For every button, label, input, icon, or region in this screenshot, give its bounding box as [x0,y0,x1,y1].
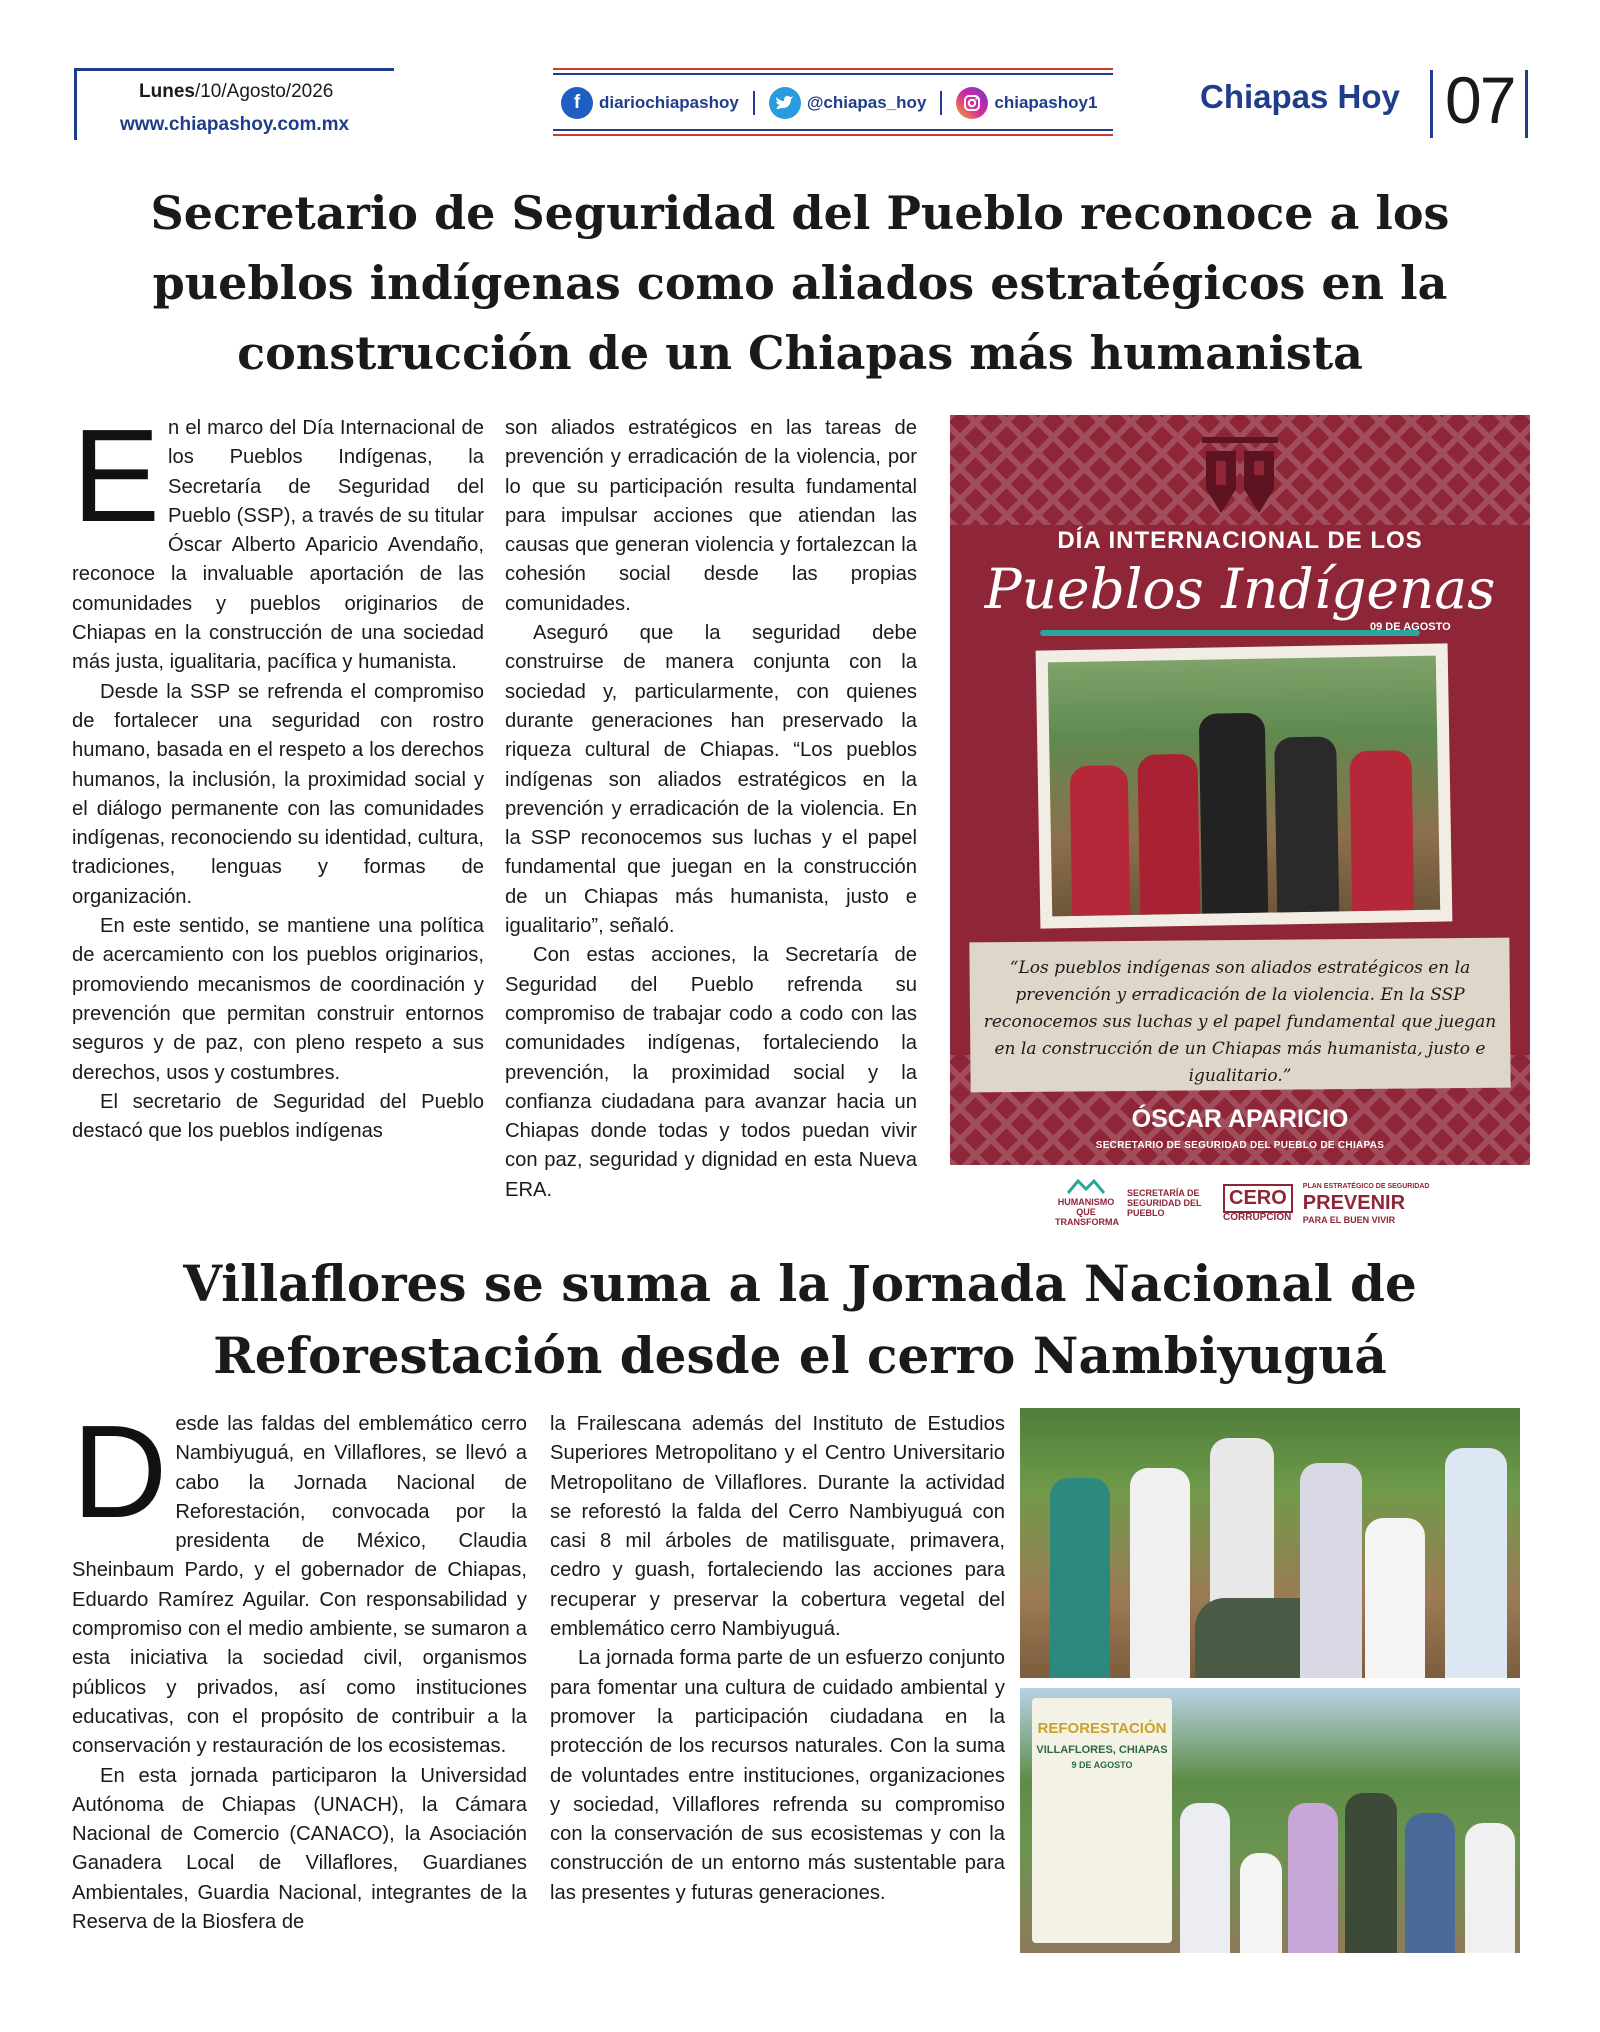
humanismo-logo: HUMANISMO QUE TRANSFORMA [1055,1179,1117,1227]
reforestation-photo-1 [1020,1408,1520,1678]
poster-underline [1040,630,1420,636]
article2-paragraph: En esta jornada participaron la Universidad Autónoma de Chiapas (UNACH), la Cámara Nacional de Comercio (CANACO), la Asociación Ganadera Local de Villaflores, Guardianes Ambientales, Guardia Nacional, integrantes de la Reserva de la Biosfera de [72,1764,527,1934]
article2-paragraph: Desde las faldas del emblemático cerro Nambiyuguá, en Villaflores, se llevó a cabo la Jornada Nacional de Reforestación, convocada por la presidenta de México, Claudia Sheinbaum Pardo, y el gobernador de Chiapas, Eduardo Ramírez Aguilar. Con responsabilidad y compromiso con el medio ambiente, se sumaron a esta iniciativa la sociedad civil, organismos públicos y privados, así como instituciones educativas, con el propósito de contribuir a la conservación y restauración de los ecosistemas. [72,1398,527,1758]
article1-column-2 [505,414,917,1234]
social-bar [553,68,1113,136]
twitter-icon [769,87,801,119]
article1-column-1 [72,402,484,1234]
divider [753,91,755,115]
prevenir-logo: PLAN ESTRATÉGICO DE SEGURIDAD PREVENIR PARA EL BUEN VIVIR [1302,1182,1430,1225]
instagram-link[interactable]: chiapashoy1 [956,87,1097,119]
article1-paragraph: Con estas acciones, la Secretaría de Seguridad del Pueblo refrenda su compromiso de trabajar codo a codo con las comunidades indígenas, fortaleciendo la prevención, la proximidad social y la confianza ciudadana para avanzar hacia un Chiapas donde todas y todos puedan vivir con paz, seguridad y dignidad en esta Nueva ERA. [505,944,917,1201]
divider [553,73,1113,75]
ssp-logo-icon [1200,437,1280,515]
poster-subtitle: DÍA INTERNACIONAL DE LOS [1057,527,1423,554]
cero-corrupcion-logo: CERO CORRUPCIÓN [1223,1184,1293,1223]
poster-photo [1036,643,1453,928]
instagram-icon [956,87,988,119]
poster-title: Pueblos Indígenas [984,557,1496,621]
poster-role: SECRETARIO DE SEGURIDAD DEL PUEBLO DE CHIAPAS [1095,1140,1385,1151]
divider [553,129,1113,131]
website-url[interactable]: www.chiapashoy.com.mx [120,114,350,135]
divider [1525,70,1528,138]
reforestation-banner: REFORESTACIÓN VILLAFLORES, CHIAPAS 9 DE AGOSTO [1032,1698,1172,1943]
article2-paragraph: La jornada forma parte de un esfuerzo conjunto para fomentar una cultura de cuidado ambiental y promover la participación ciudadana en la protección de los recursos naturales. Con la suma de voluntades entre instituciones, organizaciones y sociedad, Villaflores refrenda su compromiso con la conservación de sus ecosistemas y con la construcción de un entorno más sustentable para las presentes y futuras generaciones. [550,1647,1005,1904]
header-date-box [74,68,394,140]
drop-cap: E [72,402,161,549]
social-links [561,85,1105,121]
brand-name: Chiapas Hoy [1200,78,1400,115]
drop-cap: D [72,1398,168,1545]
ssp-logo: SECRETARÍA DE SEGURIDAD DEL PUEBLO [1127,1188,1202,1218]
article2-headline: Villaflores se suma a la Jornada Nacional de Reforestación desde el cerro Nambiyuguá [183,1254,1417,1385]
facebook-icon: f [561,87,593,119]
article1-paragraph: En el marco del Día Internacional de los Pueblos Indígenas, la Secretaría de Seguridad del Pueblo (SSP), a través de su titular Óscar Alberto Aparicio Avendaño, reconoce la invaluable aportación de las comunidades y pueblos originarios de Chiapas en la construcción de una sociedad más justa, igualitaria, pacífica y humanista. [72,402,484,674]
government-logos [1055,1178,1435,1228]
page-number: 07 [1445,63,1515,137]
reforestation-photo-2 [1020,1688,1520,1953]
divider [940,91,942,115]
divider [1430,70,1433,138]
article2-column-1 [72,1398,527,1970]
article1-paragraph: Aseguró que la seguridad debe construirse de manera conjunta con la sociedad y, particularmente, con quienes durante generaciones han preservado la riqueza cultural de Chiapas. “Los pueblos indígenas son aliados estratégicos en la prevención y erradicación de la violencia. En la SSP reconocemos sus luchas y el papel fundamental que juegan en la construcción de un Chiapas más humanista, justo e igualitario”, señaló. [505,622,917,938]
divider [553,134,1113,136]
twitter-link[interactable]: @chiapas_hoy [769,87,927,119]
article1-paragraph: En este sentido, se mantiene una política de acercamiento con los pueblos originarios, promoviendo mecanismos de coordinación y prevención que permitan construir entornos seguros y de paz, con pleno respeto a sus derechos, usos y costumbres. [72,915,484,1084]
article2-paragraph: la Frailescana además del Instituto de Estudios Superiores Metropolitano y el Centro Universitario Metropolitano de Villaflores. Durante la actividad se reforestó la falda del Cerro Nambiyuguá con casi 8 mil árboles de matilisguate, primavera, cedro y guash, fortaleciendo las acciones para recuperar y preservar la cobertura vegetal del emblemático cerro Nambiyuguá. [550,1413,1005,1641]
poster-quote: “Los pueblos indígenas son aliados estratégicos en la prevención y erradicación de la violencia. En la SSP reconocemos sus luchas y el papel fundamental que juegan en la construcción de un Chiapas más humanista, justo e igualitario.” [983,958,1497,1086]
poster-image [950,415,1530,1165]
article1-headline: Secretario de Seguridad del Pueblo reconoce a los pueblos indígenas como aliados estratégicos en la construcción de un Chiapas más humanista [150,186,1450,380]
issue-date: Lunes/10/Agosto/2026 [139,81,334,102]
divider [553,68,1113,70]
facebook-link[interactable]: f diariochiapashoy [561,87,739,119]
humanismo-icon [1066,1179,1106,1195]
poster-date: 09 DE AGOSTO [1370,621,1451,633]
article2-column-2 [550,1410,1005,1970]
article1-paragraph: El secretario de Seguridad del Pueblo destacó que los pueblos indígenas [72,1090,484,1143]
article1-paragraph: Desde la SSP se refrenda el compromiso de fortalecer una seguridad con rostro humano, basada en el respeto a los derechos humanos, la inclusión, la proximidad social y el diálogo permanente con las comunidades indígenas, reconociendo su identidad, cultura, tradiciones, lenguas y formas de organización. [72,680,484,908]
poster-name: ÓSCAR APARICIO [1131,1105,1349,1133]
article1-paragraph: son aliados estratégicos en las tareas de prevención y erradicación de la violencia, por lo que su participación resulta fundamental para impulsar acciones que atiendan las causas que generan violencia y fortalezcan la cohesión social desde las propias comunidades. [505,417,917,615]
